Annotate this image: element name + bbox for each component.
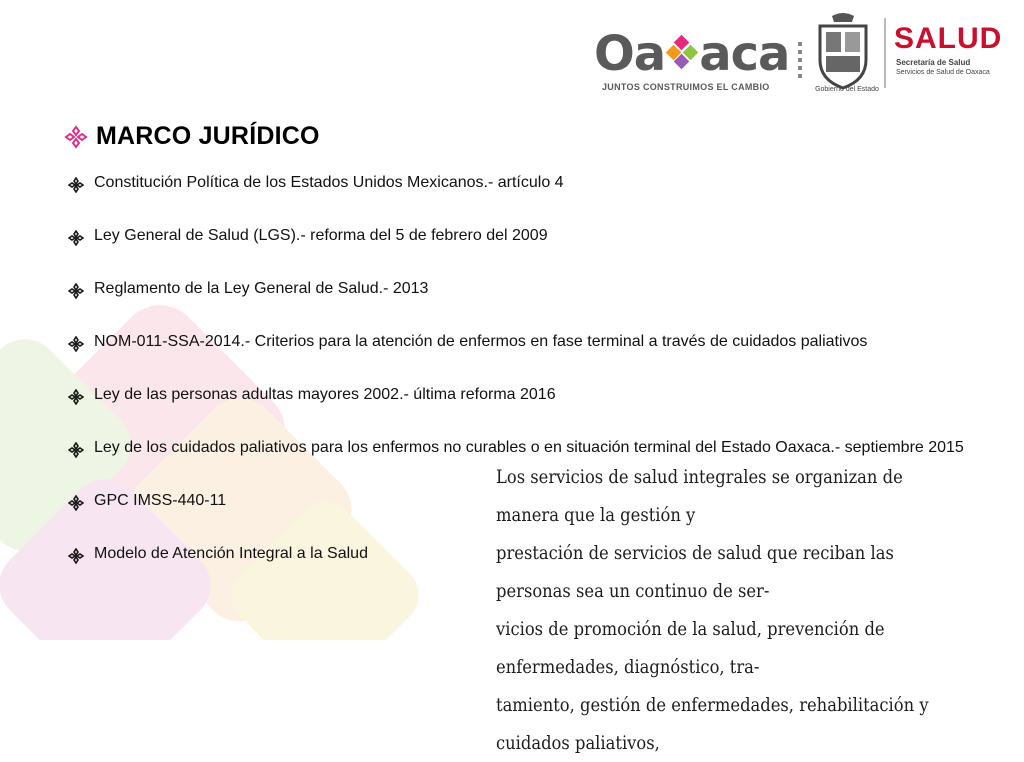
brand-tagline: JUNTOS CONSTRUIMOS EL CAMBIO	[602, 82, 770, 92]
list-item-text: Ley General de Salud (LGS).- reforma del 5 de febrero del 2009	[94, 227, 548, 244]
quote-line: vicios de promoción de la salud, prevención de enfermedades, diagnóstico, tra-	[496, 618, 885, 678]
oaxaca-logo	[594, 26, 790, 82]
salud-logo-text: SALUD	[894, 22, 1003, 55]
brand-word-right: aca	[699, 26, 790, 82]
state-shield-icon	[812, 12, 874, 90]
list-item-text: Reglamento de la Ley General de Salud.- 2013	[94, 280, 429, 297]
list-item	[68, 172, 988, 200]
list-item	[68, 278, 988, 306]
four-diamond-bullet-icon	[68, 389, 84, 405]
vertical-separator	[884, 18, 886, 88]
list-item	[68, 331, 988, 359]
four-diamond-bullet-icon	[68, 230, 84, 246]
header-logos	[590, 8, 1010, 98]
quote-line: prestación de servicios de salud que reciban las personas sea un continuo de ser-	[496, 542, 894, 602]
slide-title: MARCO JURÍDICO	[96, 122, 320, 150]
list-item-text: NOM-011-SSA-2014.- Criterios para la atención de enfermos en fase terminal a través de cuidados paliativos	[94, 333, 868, 350]
four-diamond-bullet-icon	[68, 283, 84, 299]
list-item-text: Ley de los cuidados paliativos para los enfermos no curables o en situación terminal del Estado Oaxaca.- septiembre 2015	[94, 439, 964, 456]
list-item-text: Modelo de Atención Integral a la Salud	[94, 545, 368, 562]
salud-subtitle-2: Servicios de Salud de Oaxaca	[896, 69, 990, 76]
quote-line: tamiento, gestión de enfermedades, rehabilitación y cuidados paliativos,	[496, 694, 929, 754]
gobierno-label: Gobierno del Estado	[815, 86, 879, 93]
list-item	[68, 384, 988, 412]
oaxaca-x-mark-icon	[665, 34, 699, 74]
quoted-excerpt	[496, 458, 936, 754]
dotted-separator	[798, 42, 802, 82]
four-diamond-bullet-icon	[68, 336, 84, 352]
list-item-text: Constitución Política de los Estados Unidos Mexicanos.- artículo 4	[94, 174, 564, 191]
four-diamond-bullet-icon	[64, 125, 88, 149]
slide-title-row	[64, 122, 320, 151]
four-diamond-bullet-icon	[68, 548, 84, 564]
list-item	[68, 225, 988, 253]
four-diamond-bullet-icon	[68, 495, 84, 511]
list-item-text: GPC IMSS-440-11	[94, 492, 227, 509]
quote-line: Los servicios de salud integrales se organizan de manera que la gestión y	[496, 466, 903, 526]
four-diamond-bullet-icon	[68, 177, 84, 193]
list-item-text: Ley de las personas adultas mayores 2002.- última reforma 2016	[94, 386, 556, 403]
brand-word-left: Oa	[594, 26, 666, 82]
four-diamond-bullet-icon	[68, 442, 84, 458]
salud-subtitle: Secretaría de Salud	[896, 58, 971, 67]
